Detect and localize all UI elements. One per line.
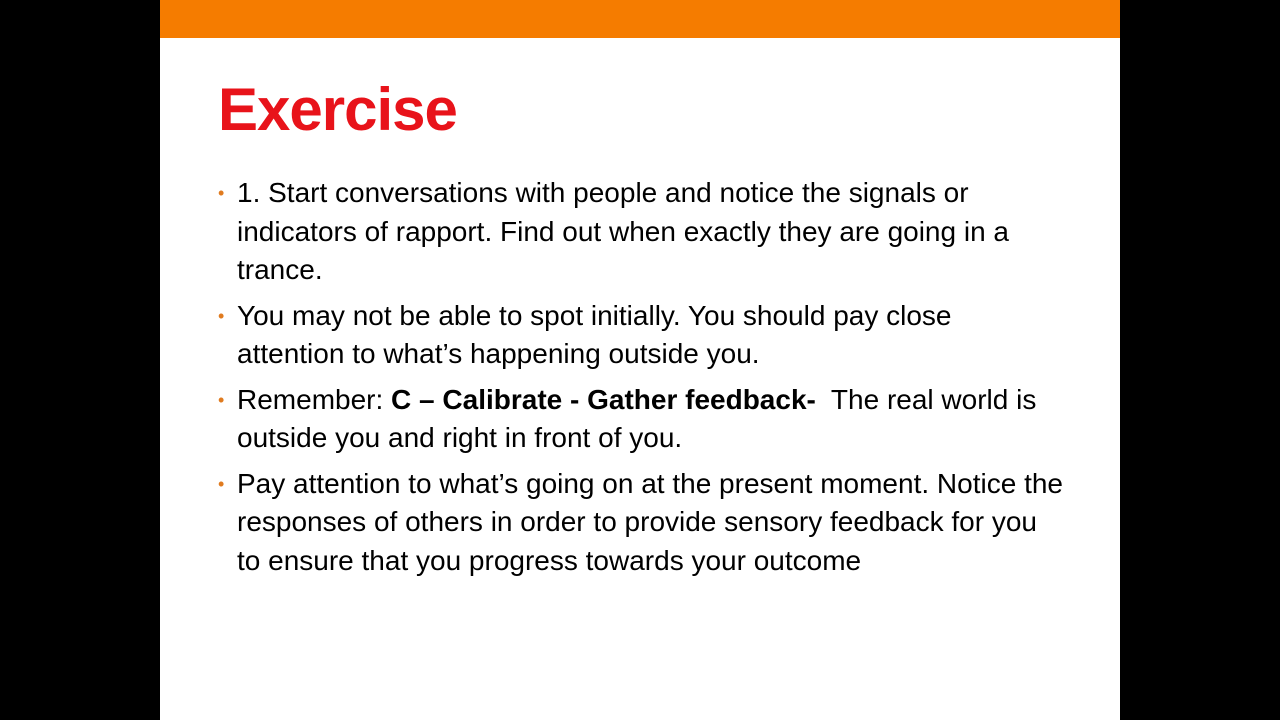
bullet-dot-icon: • <box>218 389 225 410</box>
bullet-text: Pay attention to what’s going on at the present moment. Notice the responses of others in order to provide sensory feedback for you to ensure that you progress towards your outcome <box>237 467 1063 576</box>
bullet-item <box>216 381 1066 458</box>
bullet-dot-icon: • <box>218 183 225 203</box>
bullet-text: 1. Start conversations with people and notice the signals or indicators of rapport. Find out when exactly they are going in a trance. <box>237 177 1009 285</box>
bullet-dot-icon: • <box>218 473 225 494</box>
slide-title: Exercise <box>218 76 457 143</box>
bullet-item <box>216 465 1066 581</box>
bullet-text-prefix: Remember: <box>237 383 392 415</box>
bullet-item <box>216 174 1066 290</box>
bullet-item <box>216 297 1066 374</box>
bullet-list <box>216 174 1066 587</box>
accent-bar <box>160 0 1120 38</box>
slide <box>160 0 1120 720</box>
bullet-dot-icon: • <box>218 305 225 326</box>
bullet-text-bold: C – Calibrate - Gather feedback- <box>391 383 816 415</box>
bullet-text-suffix: The real world is outside you and right in front of you. <box>237 383 1045 453</box>
bullet-text: You may not be able to spot initially. You should pay close attention to what’s happening outside you. <box>237 299 952 369</box>
